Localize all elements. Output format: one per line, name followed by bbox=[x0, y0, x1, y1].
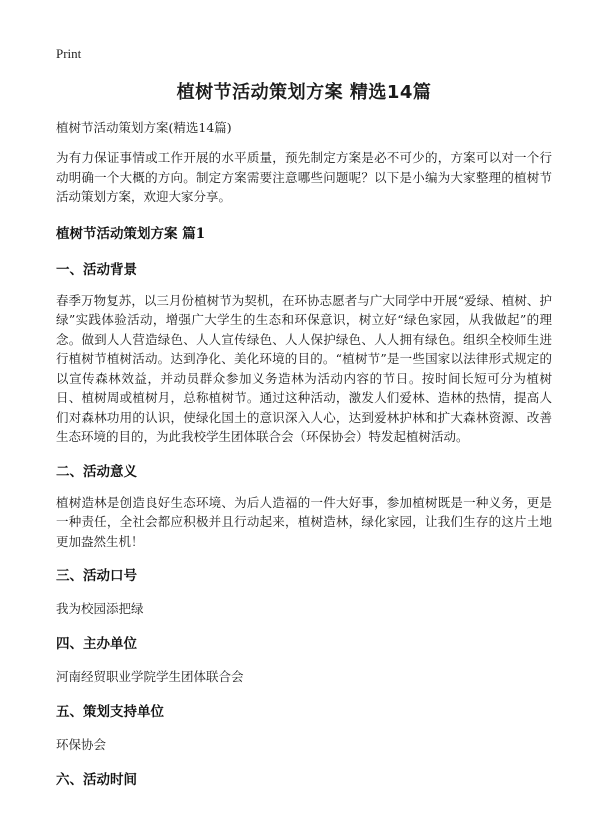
section-heading-significance: 二、活动意义 bbox=[56, 463, 137, 480]
chapter-title: 植树节活动策划方案 篇1 bbox=[56, 225, 206, 242]
section-body-organizer: 河南经贸职业学院学生团体联合会 bbox=[56, 669, 244, 684]
document-title: 植树节活动策划方案 精选14篇 bbox=[176, 82, 432, 103]
section-body-background: 春季万物复苏，以三月份植树节为契机，在环协志愿者与广大同学中开展“爱绿、植树、护绿”实践体验活动，增强广大学生的生态和环保意识，树立好“绿色家园，从我做起”的理念。做到人人营造绿色、人人宣传绿色、人人保护绿色、人人拥有绿色。组织全校师生进行植树节植树活动。达到净化、美化环境的目的。“植树节”是一些国家以法律形式规定的以宣传森林效益，并动员群众参加义务造林为活动内容的节日。按时间长短可分为植树日、植树周或植树月，总称植树节。通过这种活动，激发人们爱林、造林的热情，提高人们对森林功用的认识，使绿化国土的意识深入人心，达到爱林护林和扩大森林资源、改善生态环境的目的，为此我校学生团体联合会（环保协会）特发起植树活动。 bbox=[56, 292, 552, 444]
section-heading-support: 五、策划支持单位 bbox=[56, 704, 164, 720]
section-heading-organizer: 四、主办单位 bbox=[56, 636, 137, 652]
section-heading-background: 一、活动背景 bbox=[56, 261, 137, 278]
print-label[interactable]: Print bbox=[56, 46, 82, 61]
intro-paragraph: 为有力保证事情或工作开展的水平质量，预先制定方案是必不可少的，方案可以对一个行动明确一个大概的方向。制定方案需要注意哪些问题呢？以下是小编为大家整理的植树节活动策划方案，欢迎大家分享。 bbox=[56, 150, 552, 204]
document-subtitle: 植树节活动策划方案(精选14篇) bbox=[56, 120, 232, 135]
section-heading-time: 六、活动时间 bbox=[56, 772, 137, 788]
section-body-slogan: 我为校园添把绿 bbox=[56, 601, 144, 616]
section-body-significance: 植树造林是创造良好生态环境、为后人造福的一件大好事，参加植树既是一种义务，更是一种责任，全社会都应积极并且行动起来，植树造林，绿化家园，让我们生存的这片土地更加盎然生机！ bbox=[56, 494, 552, 549]
section-heading-slogan: 三、活动口号 bbox=[56, 568, 137, 584]
section-body-support: 环保协会 bbox=[56, 737, 107, 752]
